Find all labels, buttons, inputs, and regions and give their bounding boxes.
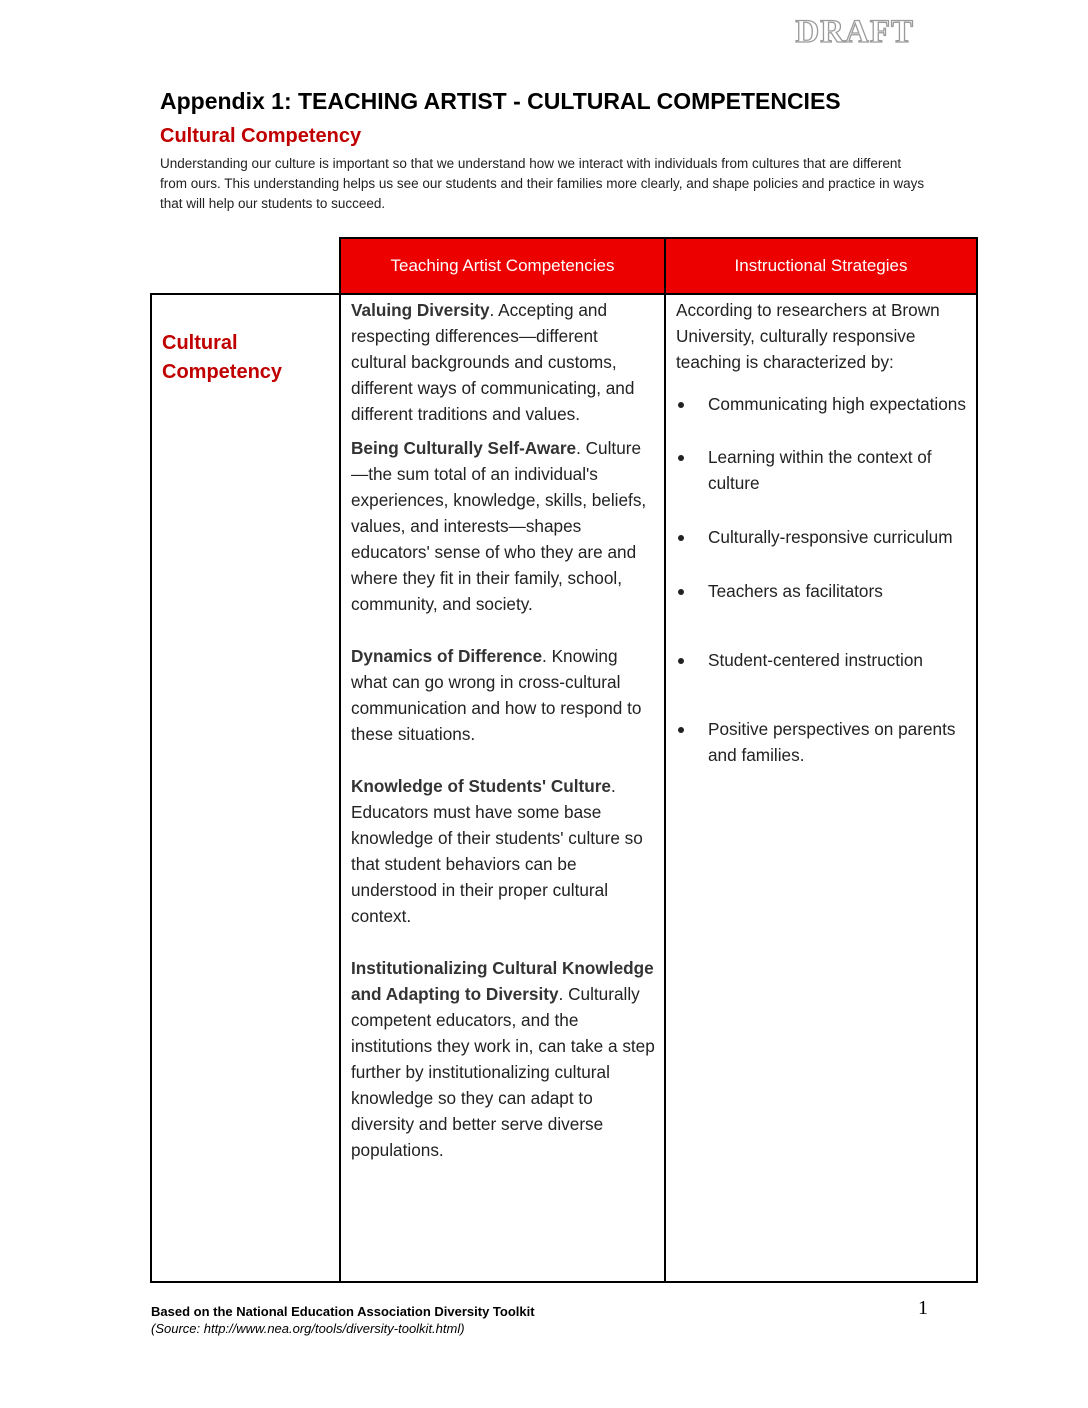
competency-term: Being Culturally Self-Aware [351,438,577,458]
page-number: 1 [918,1297,928,1319]
row-label: Cultural Competency [151,294,340,1282]
competency-term: Institutionalizing Cultural Knowledge and Adapting to Diversity [351,958,654,1004]
header-strategies: Instructional Strategies [665,238,977,294]
competency-text: . Culturally competent educators, and the institutions they work in, can take a step further by institutionalizing cultural knowledge so they can adapt to diversity and better serve diverse populations. [351,984,655,1160]
strategy-text: Positive perspectives on parents and families. [708,719,956,765]
strategy-text: Culturally-responsive curriculum [708,527,953,547]
strategies-intro: According to researchers at Brown University, culturally responsive teaching is characterized by: [676,300,940,372]
competency-term: Valuing Diversity [351,300,490,320]
strategy-text: Communicating high expectations [708,394,966,414]
bullet-icon [678,658,684,664]
competencies-cell [340,294,665,1282]
footer-source-link: (Source: http://www.nea.org/tools/diversity-toolkit.html) [151,1321,465,1336]
competency-term: Dynamics of Difference [351,646,543,666]
bullet-icon [678,455,684,461]
competency-text: . Knowing what can go wrong in cross-cultural communication and how to respond to these situations. [351,646,642,744]
list-item [676,391,968,417]
competency-text: . Educators must have some base knowledge of their students' culture so that student behaviors can be understood in their proper cultural context. [351,776,643,926]
competency-item [351,643,656,747]
table-row [151,294,977,1282]
competency-term: Knowledge of Students' Culture [351,776,611,796]
footer [151,1303,535,1337]
strategies-list [676,391,968,768]
competency-item [351,297,656,427]
footer-source-title: Based on the National Education Association Diversity Toolkit [151,1304,535,1319]
section-subtitle: Cultural Competency [160,125,362,147]
bullet-icon [678,402,684,408]
strategies-cell [665,294,977,1282]
competency-item [351,773,656,929]
list-item [676,444,968,496]
table-header-row [151,238,977,294]
draft-watermark: DRAFT [795,14,914,50]
bullet-icon [678,727,684,733]
competency-text: . Accepting and respecting differences—different cultural backgrounds and customs, different ways of communicating, and different traditions and values. [351,300,635,424]
header-competencies: Teaching Artist Competencies [340,238,665,294]
strategy-text: Student-centered instruction [708,650,923,670]
strategy-text: Learning within the context of culture [708,447,932,493]
empty-corner-cell [151,238,340,294]
bullet-icon [678,535,684,541]
list-item [676,578,968,604]
competency-item [351,435,656,617]
competency-text: . Culture—the sum total of an individual's experiences, knowledge, skills, beliefs, values, and interests—shapes educators' sense of who they are and where they fit in their family, school, community, and society. [351,438,647,614]
strategy-text: Teachers as facilitators [708,581,883,601]
page-title: Appendix 1: TEACHING ARTIST - CULTURAL COMPETENCIES [160,88,841,114]
list-item [676,647,968,673]
list-item [676,524,968,550]
list-item [676,716,968,768]
competencies-table [150,237,978,1283]
bullet-icon [678,589,684,595]
intro-paragraph: Understanding our culture is important so that we understand how we interact with individuals from cultures that are different from ours. This understanding helps us see our students and their families more clearly, and shape policies and practice in ways that will help our students to succeed. [160,156,925,211]
competency-item [351,955,656,1163]
